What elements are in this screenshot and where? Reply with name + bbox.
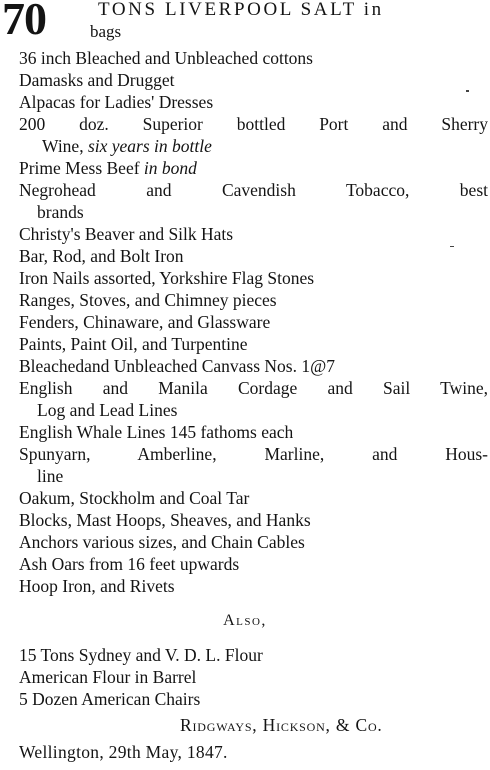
also-heading: Also, (223, 612, 267, 629)
item-text: Hoop Iron, and Rivets (19, 576, 175, 596)
quantity-number: 70 (2, 0, 46, 44)
item-text: Prime Mess Beef (19, 158, 144, 178)
list-item (19, 267, 489, 289)
headline (2, 0, 488, 44)
dateline: Wellington, 29th May, 1847. (19, 742, 228, 762)
item-text: Ranges, Stoves, and Chimney pieces (19, 290, 277, 310)
list-item (19, 179, 488, 201)
item-note: six years in bottle (87, 136, 212, 156)
list-item (19, 355, 489, 377)
list-item (19, 157, 489, 179)
merchant-signature: Ridgways, Hickson, & Co. (180, 715, 383, 735)
list-item (19, 91, 489, 113)
list-item (19, 509, 489, 531)
list-item (19, 69, 489, 91)
list-item (19, 135, 489, 157)
item-text: Anchors various sizes, and Chain Cables (19, 532, 305, 552)
item-text: Oakum, Stockholm and Coal Tar (19, 488, 250, 508)
list-item (19, 333, 489, 355)
item-note: in bond (143, 158, 197, 178)
item-text: 15 Tons Sydney and V. D. L. Flour (19, 645, 263, 665)
list-item (19, 223, 489, 245)
item-text: Paints, Paint Oil, and Turpentine (19, 334, 248, 354)
item-text: English and Manila Cordage and Sail Twine, (19, 378, 488, 398)
item-text: English Whale Lines 145 fathoms each (19, 422, 294, 442)
item-text: Iron Nails assorted, Yorkshire Flag Stones (19, 268, 315, 288)
headline-continuation: bags (90, 22, 122, 41)
item-text: brands (37, 202, 84, 222)
print-speck (450, 246, 454, 247)
item-text: Log and Lead Lines (37, 400, 178, 420)
item-text: Fenders, Chinaware, and Glassware (19, 312, 271, 332)
list-item (19, 465, 489, 487)
item-text: Spunyarn, Amberline, Marline, and Hous- (19, 444, 488, 464)
list-item (19, 399, 489, 421)
item-text: Negrohead and Cavendish Tobacco, best (19, 180, 488, 200)
item-text: line (37, 466, 64, 486)
list-item (19, 487, 489, 509)
list-item (19, 245, 489, 267)
list-item (19, 421, 489, 443)
list-item (19, 644, 489, 666)
item-text: Alpacas for Ladies' Dresses (19, 92, 214, 112)
item-text: Ash Oars from 16 feet upwards (19, 554, 240, 574)
list-item (19, 113, 488, 135)
item-text: Wine, (42, 136, 88, 156)
additional-goods-list (19, 644, 489, 710)
item-text: 36 inch Bleached and Unbleached cottons (19, 48, 313, 68)
list-item (19, 553, 489, 575)
list-item (19, 531, 489, 553)
list-item (19, 666, 489, 688)
print-speck (466, 90, 469, 92)
item-text: 200 doz. Superior bottled Port and Sherry (19, 114, 488, 134)
list-item (19, 289, 489, 311)
item-text: Blocks, Mast Hoops, Sheaves, and Hanks (19, 510, 311, 530)
item-text: Christy's Beaver and Silk Hats (19, 224, 234, 244)
item-text: Bleachedand Unbleached Canvass Nos. 1@7 (19, 356, 335, 376)
list-item (19, 688, 489, 710)
goods-list (19, 47, 489, 597)
list-item (19, 201, 489, 223)
list-item (19, 443, 488, 465)
list-item (19, 47, 489, 69)
item-text: 5 Dozen American Chairs (19, 689, 201, 709)
item-text: Bar, Rod, and Bolt Iron (19, 246, 184, 266)
list-item (19, 575, 489, 597)
list-item (19, 311, 489, 333)
list-item (19, 377, 488, 399)
item-text: Damasks and Drugget (19, 70, 175, 90)
item-text: American Flour in Barrel (19, 667, 197, 687)
headline-text: TONS LIVERPOOL SALT in (98, 0, 384, 20)
